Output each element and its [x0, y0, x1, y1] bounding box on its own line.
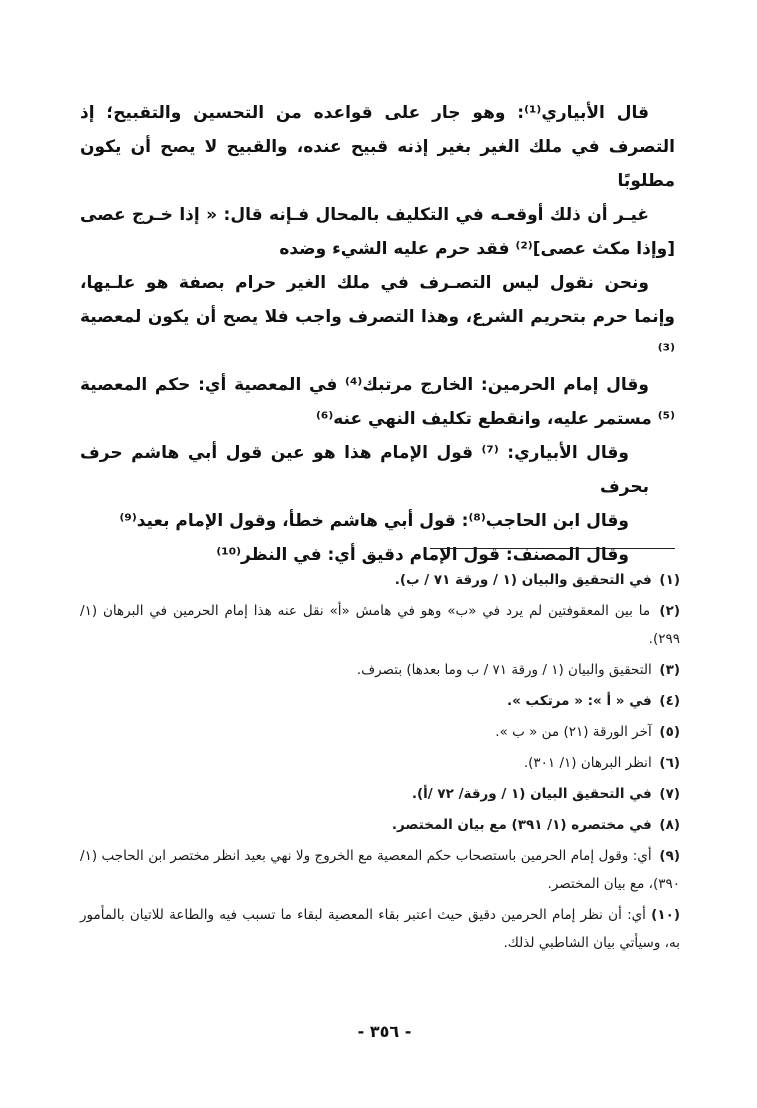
footnote-number: (٤) — [659, 693, 680, 709]
footnote-text: آخر الورقة (٢١) من « ب ». — [495, 724, 652, 740]
footnote-text: انظر البرهان (١/ ٣٠١). — [523, 755, 652, 771]
footnote-separator — [430, 548, 675, 549]
paragraph-abyari-1: قال الأبياري⁽¹⁾: وهو جار على قواعده من التحسين والتقبيح؛ إذ التصرف في ملك الغير بغير إذنه قبيح عنده، والقبيح لا يصح أن يكون مطلوبًا — [80, 103, 675, 191]
footnote-text: في التحقيق البيان (١ / ورقة/ ٧٢ /أ). — [411, 786, 652, 802]
footnote — [80, 718, 680, 746]
paragraph-ghayr: غيـر أن ذلك أوقعـه في التكليف بالمحال فـإنه قال: « إذا خـرج عصى [وإذا مكث عصى]⁽²⁾ فقد حرم عليه الشيء وضده — [80, 205, 675, 259]
footnote-number: (٧) — [659, 786, 680, 802]
footnote — [80, 597, 680, 653]
paragraph-imam-haramayn: وقال إمام الحرمين: الخارج مرتبك⁽⁴⁾ في المعصية أي: حكم المعصية ⁽⁵⁾ مستمر عليه، وانقطع تكليف النهي عنه⁽⁶⁾ — [80, 375, 675, 429]
footnote-number: (٥) — [659, 724, 680, 740]
footnote-number: (٩) — [659, 848, 680, 864]
footnote — [80, 811, 680, 839]
footnote — [80, 901, 680, 957]
footnotes-section — [80, 566, 680, 960]
footnote-text: في التحقيق والبيان (١ / ورقة ٧١ / ب). — [394, 572, 652, 588]
footnote-text: التحقيق والبيان (١ / ورقة ٧١ / ب وما بعدها) بتصرف. — [356, 662, 652, 678]
footnote-number: (٢) — [659, 603, 680, 619]
footnote — [80, 656, 680, 684]
footnote — [80, 687, 680, 715]
footnote-number: (٨) — [659, 817, 680, 833]
footnote-text: أي: أن نظر إمام الحرمين دقيق حيث اعتبر بقاء المعصية لبقاء ما تسبب فيه والطاعة للاتيان بالمأمور به، وسيأتي بيان الشاطبي لذلك. — [80, 907, 680, 951]
footnote — [80, 566, 680, 594]
footnote-number: (١) — [659, 572, 680, 588]
page-number: - ٣٥٦ - — [357, 1022, 412, 1041]
footnote-text: في « أ »: « مرتكب ». — [507, 693, 652, 709]
footnote-text: أي: وقول إمام الحرمين باستصحاب حكم المعصية مع الخروج ولا نهي بعيد انظر مختصر ابن الحاجب (١/ ٣٩٠)، مع بيان المختصر. — [80, 848, 680, 892]
paragraph-ibn-hajib: وقال ابن الحاجب⁽⁸⁾: قول أبي هاشم خطأ، وقول الإمام بعيد⁽⁹⁾ — [119, 511, 629, 531]
footnote — [80, 842, 680, 898]
footnote-number: (١٠) — [651, 907, 680, 923]
main-body-text — [80, 96, 675, 572]
footnote — [80, 749, 680, 777]
footnote-number: (٣) — [659, 662, 680, 678]
footnote-text: في مختصره (١/ ٣٩١) مع بيان المختصر. — [391, 817, 652, 833]
paragraph-nahnu: ونحن نقول ليس التصـرف في ملك الغير حرام بصفة هو علـيها، وإنما حرم بتحريم الشرع، وهذا التصرف واجب فلا يصح أن يكون لمعصية ⁽³⁾ — [80, 273, 675, 361]
footnote-text: ما بين المعقوفتين لم يرد في «ب» وهو في هامش «أ» نقل عنه هذا إمام الحرمين في البرهان (١/ ٢٩٩). — [80, 603, 680, 647]
paragraph-abyari-2: وقال الأبياري: ⁽⁷⁾ قول الإمام هذا هو عين قول أبي هاشم حرف بحرف — [80, 443, 649, 497]
footnote — [80, 780, 680, 808]
paragraph-musannif: وقال المصنف: قول الإمام دقيق أي: في النظر⁽¹⁰⁾ — [216, 545, 629, 565]
footnote-number: (٦) — [659, 755, 680, 771]
